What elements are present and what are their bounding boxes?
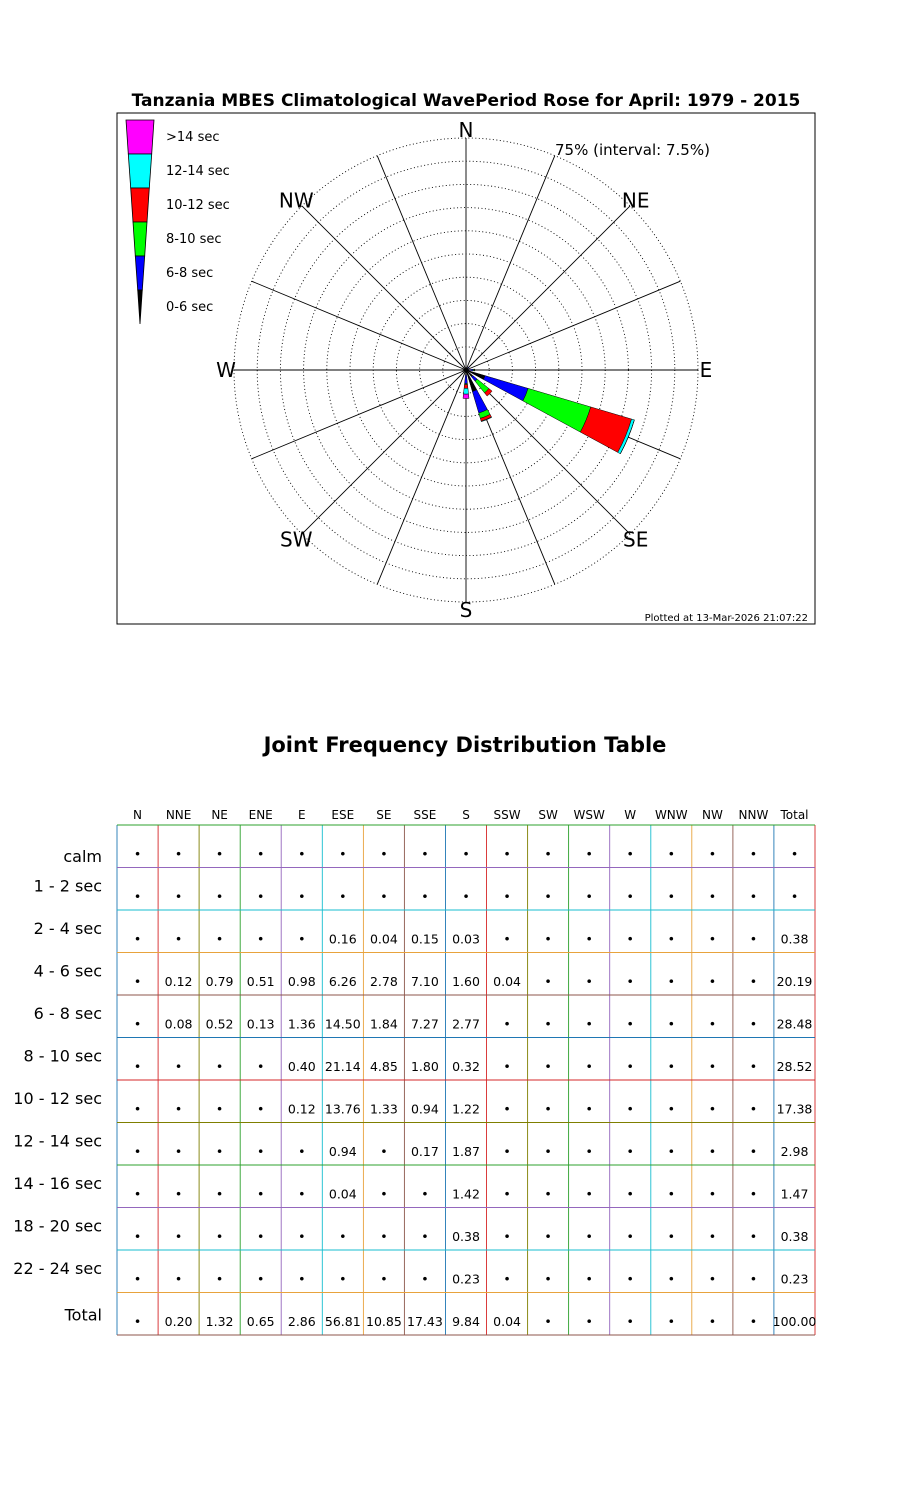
table-cell-r3-c2: 0.79 [205,974,234,989]
table-cell-r7-c1: • [174,1144,183,1159]
table-cell-r2-c5: 0.16 [328,931,357,947]
compass-label-se: SE [623,527,649,552]
table-row-headers [13,847,102,1325]
table-cell-r2-c6: 0.04 [369,931,398,947]
table-title: Joint Frequency Distribution Table [263,733,667,757]
table-cell-r6-c1: • [174,1101,183,1117]
table-cell-r1-c14: • [708,889,717,904]
table-cell-r0-c16: • [790,846,799,862]
column-header-nne: NNE [165,808,192,822]
table-cell-r9-c3: • [257,1229,265,1244]
column-header-n: N [133,808,142,822]
legend-label-5: 0-6 sec [166,300,214,315]
table-cell-r1-c0: • [133,889,142,904]
table-cell-r9-c9: • [503,1229,511,1244]
column-header-wsw: WSW [573,808,605,822]
table-cell-r5-c12: • [626,1059,634,1074]
table-cell-r2-c10: • [544,931,552,947]
table-cell-r8-c15: • [749,1186,758,1202]
table-cell-r9-c16: 0.38 [780,1229,809,1244]
table-cell-r5-c0: • [133,1059,142,1074]
table-cell-r4-c4: 1.36 [287,1016,316,1032]
table-cell-r10-c1: • [174,1271,183,1287]
table-cell-r10-c10: • [544,1271,552,1287]
table-cell-r1-c16: • [790,889,799,904]
table-cell-r2-c0: • [133,931,142,947]
table-cell-r1-c1: • [174,889,183,904]
table-cell-r1-c15: • [749,889,758,904]
table-cell-r6-c13: • [667,1101,675,1117]
table-cell-r7-c8: 1.87 [452,1144,480,1159]
table-cell-r4-c6: 1.84 [369,1016,398,1032]
rose-title: Tanzania MBES Climatological WavePeriod Rose for April: 1979 - 2015 [131,91,801,111]
table-cell-r6-c2: • [215,1101,224,1117]
row-header-6: 10 - 12 sec [13,1089,102,1108]
column-header-total: Total [780,808,809,822]
table-cell-r7-c14: • [708,1144,717,1159]
table-cell-r9-c1: • [174,1229,183,1244]
table-cell-r0-c5: • [339,846,347,862]
table-cell-r10-c13: • [667,1271,675,1287]
table-cell-r8-c7: • [421,1186,429,1202]
compass-label-s: S [459,598,473,622]
table-cell-r1-c5: • [339,889,347,904]
interval-label: 75% (interval: 7.5%) [555,141,710,159]
table-cell-r5-c4: 0.40 [287,1059,316,1074]
table-cell-r5-c7: 1.80 [410,1059,439,1074]
table-cell-r10-c12: • [626,1271,634,1287]
table-cell-r3-c7: 7.10 [410,974,439,989]
table-cell-r6-c16: 17.38 [776,1101,813,1117]
table-cell-r4-c3: 0.13 [246,1016,275,1032]
table-cell-r0-c6: • [380,846,388,862]
table-cell-r2-c11: • [585,931,593,947]
table-cell-r6-c14: • [708,1101,717,1117]
table-cell-r5-c9: • [503,1059,511,1074]
legend-label-2: 10-12 sec [166,198,230,213]
column-header-nw: NW [701,808,723,822]
table-cell-r0-c3: • [257,846,265,862]
table-cell-r2-c1: • [174,931,183,947]
table-cell-r7-c10: • [544,1144,552,1159]
table-cell-r0-c11: • [585,846,593,862]
table-cell-r9-c7: • [421,1229,429,1244]
table-cell-r7-c6: • [380,1144,388,1159]
table-cell-r4-c11: • [585,1016,593,1032]
table-cell-r11-c4: 2.86 [287,1314,316,1329]
table-cell-r9-c13: • [667,1229,675,1244]
column-header-se: SE [376,808,392,822]
table-cell-r8-c11: • [585,1186,593,1202]
column-header-w: W [624,808,637,822]
table-cell-r2-c2: • [215,931,224,947]
table-cell-r2-c7: 0.15 [410,931,439,947]
table-cell-r6-c15: • [749,1101,758,1117]
table-cell-r6-c5: 13.76 [324,1101,361,1117]
table-cell-r6-c0: • [133,1101,142,1117]
table-cell-r7-c3: • [257,1144,265,1159]
table-cell-r4-c0: • [133,1016,142,1032]
table-cell-r11-c7: 17.43 [407,1314,443,1329]
table-cell-r11-c16: 100.00 [772,1314,817,1329]
table-cell-r11-c2: 1.32 [205,1314,234,1329]
table-cell-r8-c6: • [380,1186,388,1202]
row-header-3: 4 - 6 sec [33,961,102,981]
table-cell-r1-c3: • [257,889,265,904]
row-header-7: 12 - 14 sec [13,1131,102,1151]
table-cell-r0-c9: • [503,846,511,862]
table-cell-r3-c1: 0.12 [164,974,193,989]
table-cell-r9-c11: • [585,1229,593,1244]
table-cell-r10-c16: 0.23 [780,1271,809,1287]
table-cell-r5-c13: • [667,1059,675,1074]
table-cell-r9-c8: 0.38 [452,1229,480,1244]
column-header-s: S [462,808,470,822]
table-column-headers [133,808,809,822]
table-cell-r1-c4: • [298,889,306,904]
table-cell-r11-c8: 9.84 [452,1314,480,1329]
table-cell-r9-c15: • [749,1229,758,1244]
table-cell-r10-c0: • [133,1271,142,1287]
table-cell-r8-c8: 1.42 [452,1186,480,1202]
table-cell-r5-c11: • [585,1059,593,1074]
legend-label-4: 6-8 sec [166,266,214,281]
table-cell-r5-c3: • [257,1059,265,1074]
table-cell-r10-c5: • [339,1271,347,1287]
table-cell-r5-c6: 4.85 [369,1059,398,1074]
table-cell-r3-c4: 0.98 [287,974,316,989]
legend-label-1: 12-14 sec [166,164,230,179]
table-cell-r1-c8: • [462,889,470,904]
table-cell-r0-c2: • [215,846,224,862]
table-cell-r10-c14: • [708,1271,717,1287]
table-cell-r9-c0: • [133,1229,142,1244]
table-cell-r9-c2: • [215,1229,224,1244]
compass-label-sw: SW [280,527,313,552]
table-cell-r11-c12: • [626,1314,634,1329]
column-header-e: E [298,808,306,822]
table-cell-r10-c2: • [215,1271,224,1287]
column-header-wnw: WNW [654,808,688,822]
table-cell-r8-c4: • [298,1186,306,1202]
compass-label-nw: NW [278,188,314,213]
compass-label-ne: NE [621,188,650,213]
table-cell-r0-c4: • [298,846,306,862]
table-cell-r1-c13: • [667,889,675,904]
table-cell-r6-c11: • [585,1101,593,1117]
table-cell-r11-c15: • [749,1314,758,1329]
table-cell-r7-c12: • [626,1144,634,1159]
table-cell-r11-c11: • [585,1314,593,1329]
table-cell-r4-c16: 28.48 [776,1016,813,1032]
table-cell-r3-c11: • [585,974,593,989]
table-cell-r10-c7: • [421,1271,429,1287]
table-cell-r10-c8: 0.23 [452,1271,480,1287]
table-cell-r7-c15: • [749,1144,758,1159]
table-cell-r7-c0: • [133,1144,142,1159]
legend-label-3: 8-10 sec [166,232,222,247]
table-cell-r6-c12: • [626,1101,634,1117]
table-cell-r0-c12: • [626,846,634,862]
table-cell-r11-c3: 0.65 [246,1314,275,1329]
table-cell-r3-c5: 6.26 [328,974,357,989]
table-cell-r11-c13: • [667,1314,675,1329]
table-cell-r8-c12: • [626,1186,634,1202]
table-cell-r0-c10: • [544,846,552,862]
table-cell-r0-c13: • [667,846,675,862]
table-cell-r0-c14: • [708,846,717,862]
column-header-ese: ESE [331,808,355,822]
compass-label-w: W [216,358,236,382]
table-cell-r8-c2: • [215,1186,224,1202]
table-cell-r8-c0: • [133,1186,142,1202]
table-cell-r4-c2: 0.52 [205,1016,234,1032]
table-cell-r5-c10: • [544,1059,552,1074]
table-cell-r8-c1: • [174,1186,183,1202]
table-cell-r6-c4: 0.12 [287,1101,316,1117]
table-cell-r3-c8: 1.60 [452,974,480,989]
row-header-8: 14 - 16 sec [13,1174,102,1193]
table-cell-r4-c15: • [749,1016,758,1032]
table-cell-r0-c15: • [749,846,758,862]
table-cell-r11-c14: • [708,1314,717,1329]
table-cell-r3-c3: 0.51 [246,974,275,989]
table-cell-r4-c5: 14.50 [324,1016,361,1032]
table-cell-r2-c14: • [708,931,717,947]
table-cell-r4-c13: • [667,1016,675,1032]
table-cell-r3-c10: • [544,974,552,989]
row-header-9: 18 - 20 sec [13,1216,102,1236]
table-cell-r10-c4: • [298,1271,306,1287]
table-cell-r3-c9: 0.04 [493,974,522,989]
row-header-5: 8 - 10 sec [23,1046,102,1066]
table-cell-r4-c14: • [708,1016,717,1032]
table-cell-r3-c14: • [708,974,717,989]
column-header-nnw: NNW [738,808,769,822]
plot-timestamp: Plotted at 13-Mar-2026 21:07:22 [644,613,808,624]
compass-label-e: E [699,358,713,382]
table-cell-r5-c5: 21.14 [324,1059,361,1074]
table-cell-r2-c8: 0.03 [452,931,480,947]
table-cell-r8-c3: • [257,1186,265,1202]
table-cell-r7-c16: 2.98 [780,1144,809,1159]
table-cell-r1-c2: • [215,889,224,904]
table-cell-r6-c3: • [257,1101,265,1117]
column-header-sw: SW [538,808,558,822]
table-cell-r4-c9: • [503,1016,511,1032]
row-header-4: 6 - 8 sec [33,1004,102,1023]
table-cell-r5-c16: 28.52 [776,1059,813,1074]
row-header-1: 1 - 2 sec [33,876,102,896]
table-cell-r6-c9: • [503,1101,511,1117]
table-cell-r3-c6: 2.78 [369,974,398,989]
table-cell-r4-c10: • [544,1016,552,1032]
table-cell-r4-c1: 0.08 [164,1016,193,1032]
table-cell-r2-c4: • [298,931,306,947]
table-cell-r5-c2: • [215,1059,224,1074]
row-header-11: Total [64,1305,102,1325]
table-cell-r10-c3: • [257,1271,265,1287]
table-cell-r0-c1: • [174,846,183,862]
table-cell-r4-c8: 2.77 [452,1016,480,1032]
table-cell-r1-c9: • [503,889,511,904]
table-cell-r7-c2: • [215,1144,224,1159]
table-cell-r11-c6: 10.85 [366,1314,402,1329]
table-cell-r7-c13: • [667,1144,675,1159]
table-cell-r10-c11: • [585,1271,593,1287]
column-header-ene: ENE [248,808,273,822]
table-cell-r3-c15: • [749,974,758,989]
table-cell-r8-c16: 1.47 [780,1186,809,1202]
table-cell-r10-c6: • [380,1271,388,1287]
table-cell-r8-c13: • [667,1186,675,1202]
table-cell-r8-c5: 0.04 [328,1186,357,1202]
table-cell-r2-c15: • [749,931,758,947]
row-header-0: calm [63,847,102,866]
compass-label-n: N [458,118,474,142]
table-cell-r7-c4: • [298,1144,306,1159]
table-cell-r11-c0: • [133,1314,142,1329]
table-cell-r11-c9: 0.04 [493,1314,522,1329]
table-cell-r1-c11: • [585,889,593,904]
table-cell-r1-c12: • [626,889,634,904]
table-cell-r8-c14: • [708,1186,717,1202]
table-cell-r0-c8: • [462,846,470,862]
table-cell-r9-c14: • [708,1229,717,1244]
table-cell-r6-c8: 1.22 [452,1101,480,1117]
table-cell-r6-c10: • [544,1101,552,1117]
table-cell-r3-c0: • [133,974,142,989]
table-cell-r7-c11: • [585,1144,593,1159]
table-cell-r9-c4: • [298,1229,306,1244]
table-cell-r9-c10: • [544,1229,552,1244]
table-cell-r7-c9: • [503,1144,511,1159]
table-cell-r11-c10: • [544,1314,552,1329]
table-cell-r0-c0: • [133,846,142,862]
table-cell-r8-c9: • [503,1186,511,1202]
table-cell-r4-c7: 7.27 [410,1016,439,1032]
table-cell-r7-c7: 0.17 [410,1144,439,1159]
table-cell-r11-c1: 0.20 [164,1314,193,1329]
table-cell-r6-c7: 0.94 [410,1101,439,1117]
table-cell-r1-c10: • [544,889,552,904]
table-cell-r9-c6: • [380,1229,388,1244]
table-cell-r10-c9: • [503,1271,511,1287]
table-cell-r9-c12: • [626,1229,634,1244]
table-cell-r3-c12: • [626,974,634,989]
table-cell-r5-c1: • [174,1059,183,1074]
table-cell-r11-c5: 56.81 [324,1314,361,1329]
table-cell-r2-c12: • [626,931,634,947]
table-cell-r5-c15: • [749,1059,758,1074]
table-cell-r1-c6: • [380,889,388,904]
table-cell-r10-c15: • [749,1271,758,1287]
table-cell-r8-c10: • [544,1186,552,1202]
table-cell-r4-c12: • [626,1016,634,1032]
table-cell-r1-c7: • [421,889,429,904]
table-cell-r7-c5: 0.94 [328,1144,357,1159]
column-header-sse: SSE [413,808,437,822]
table-cell-r5-c14: • [708,1059,717,1074]
table-cell-r6-c6: 1.33 [369,1101,398,1117]
table-cell-r0-c7: • [421,846,429,862]
column-header-ne: NE [211,808,228,822]
table-cell-r2-c3: • [257,931,265,947]
table-cell-r3-c13: • [667,974,675,989]
table-cell-r2-c13: • [667,931,675,947]
table-cell-r9-c5: • [339,1229,347,1244]
table-cell-r2-c9: • [503,931,511,947]
table-cell-r2-c16: 0.38 [780,931,809,947]
column-header-ssw: SSW [493,808,521,822]
table-cells [134,847,817,1330]
row-header-10: 22 - 24 sec [13,1259,102,1278]
table-cell-r3-c16: 20.19 [776,974,813,989]
legend-label-0: >14 sec [166,130,220,145]
row-header-2: 2 - 4 sec [33,919,102,938]
table-cell-r5-c8: 0.32 [452,1059,480,1074]
